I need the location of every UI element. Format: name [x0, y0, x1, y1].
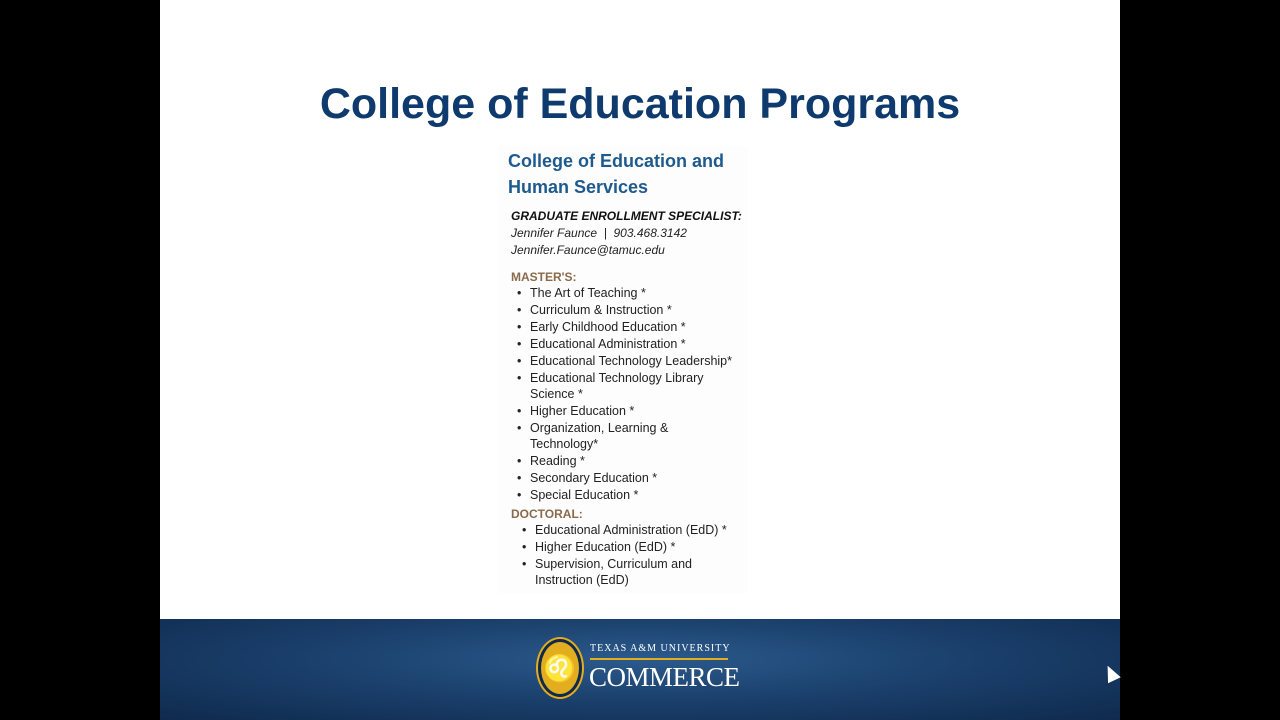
- logo-top-text: TEXAS A&M UNIVERSITY: [590, 643, 731, 654]
- college-name-line: Human Services: [508, 177, 649, 197]
- specialist-contact: Jennifer Faunce | 903.468.3142: [511, 226, 687, 240]
- list-item: • Supervision, Curriculum and Instruction (EdD): [516, 556, 716, 588]
- university-logo: [538, 637, 738, 701]
- program-panel: [498, 146, 748, 593]
- list-item: • Educational Technology Library Science *: [511, 370, 744, 402]
- specialist-info: [508, 208, 748, 259]
- masters-heading: MASTER'S:: [511, 270, 577, 284]
- slide-title: College of Education Programs: [319, 80, 961, 128]
- footer-banner: [160, 619, 1120, 720]
- list-item: • Educational Administration *: [511, 336, 744, 352]
- list-item: • Early Childhood Education *: [511, 319, 744, 335]
- list-item: • Higher Education *: [511, 403, 744, 419]
- list-item: • The Art of Teaching *: [511, 285, 744, 301]
- lion-seal-icon: ♌: [538, 639, 582, 697]
- doctoral-heading: DOCTORAL:: [511, 507, 583, 521]
- masters-list: [508, 285, 744, 504]
- logo-divider: [590, 658, 728, 660]
- doctoral-list: [508, 522, 744, 589]
- list-item: • Secondary Education *: [511, 470, 744, 486]
- specialist-heading: GRADUATE ENROLLMENT SPECIALIST:: [511, 209, 742, 223]
- list-item: • Reading *: [511, 453, 744, 469]
- slide: [160, 0, 1120, 720]
- list-item: • Organization, Learning & Technology*: [511, 420, 701, 452]
- specialist-email: Jennifer.Faunce@tamuc.edu: [511, 243, 665, 257]
- list-item: • Educational Technology Leadership*: [511, 353, 744, 369]
- list-item: • Curriculum & Instruction *: [511, 302, 744, 318]
- logo-main-text: COMMERCE: [589, 662, 740, 692]
- college-name: [508, 148, 748, 200]
- list-item: • Educational Administration (EdD) *: [516, 522, 744, 538]
- list-item: • Special Education *: [511, 487, 744, 503]
- college-name-line: College of Education and: [508, 151, 725, 171]
- list-item: • Higher Education (EdD) *: [516, 539, 744, 555]
